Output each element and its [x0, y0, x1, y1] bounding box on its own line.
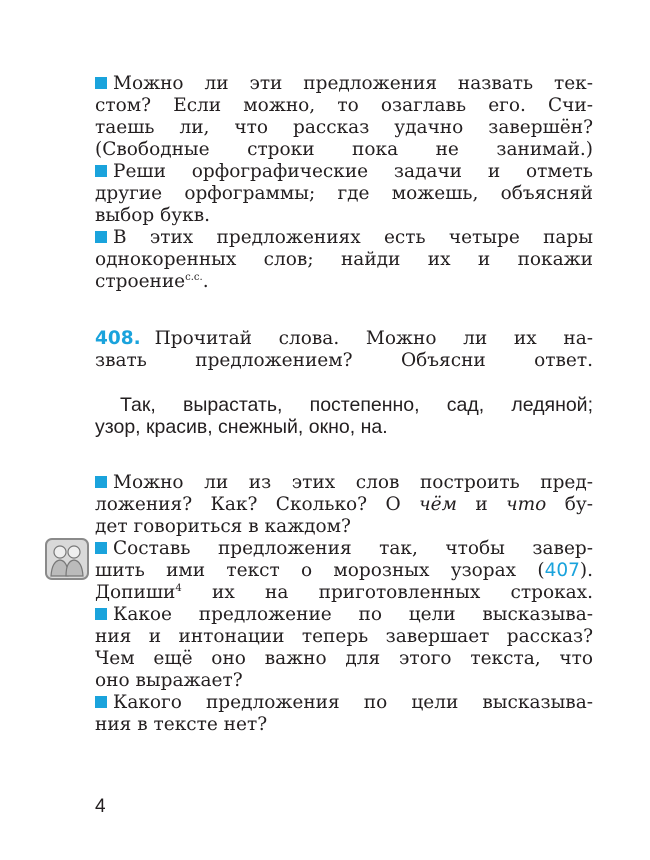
text-line [95, 626, 593, 648]
text-segment: Реши орфографические задачи и отметь [113, 161, 593, 182]
line-text [95, 249, 593, 270]
text-segment: дет говориться в каждом? [95, 516, 351, 537]
text-line [95, 139, 593, 161]
text-segment: Чем ещё оно важно для этого текста, что [95, 648, 593, 669]
text-segment: Допиши [95, 582, 176, 603]
bullet-square-icon [95, 542, 107, 554]
line-text [95, 604, 593, 625]
text-segment: Прочитай слова. Можно ли их на- [154, 328, 593, 349]
line-text [95, 472, 593, 493]
text-segment: ложения? Как? Сколько? О [95, 494, 420, 515]
line-text [95, 227, 593, 248]
text-line [95, 604, 593, 626]
text-segment: ). [579, 560, 593, 581]
text-segment: таешь ли, что рассказ удачно завершён? [95, 117, 593, 138]
line-text [95, 139, 593, 160]
line-text [95, 582, 593, 603]
tasks-top [95, 73, 593, 293]
line-text [95, 648, 593, 669]
text-line [95, 692, 593, 714]
line-text [95, 350, 593, 371]
text-line [95, 538, 593, 560]
text-line [95, 516, 593, 538]
line-text [95, 692, 593, 713]
text-segment: строение [95, 271, 186, 292]
text-segment: Можно ли эти предложения назвать тек- [113, 73, 593, 94]
task-paragraph [95, 472, 593, 538]
text-line [95, 117, 593, 139]
text-segment: ния и интонации теперь завершает рассказ? [95, 626, 593, 647]
line-text [95, 73, 593, 94]
text-segment: чём [419, 494, 457, 515]
text-segment: выбор букв. [95, 205, 211, 226]
text-segment: Какого предложения по цели высказыва- [113, 692, 593, 713]
line-text [95, 183, 593, 204]
line-text [95, 271, 209, 292]
text-line [95, 494, 593, 516]
task-paragraph [95, 538, 593, 604]
text-segment: шить ими текст о морозных узорах ( [95, 560, 545, 581]
line-text [95, 161, 593, 182]
page-number: 4 [95, 796, 106, 817]
text-line [95, 205, 593, 227]
text-line [95, 472, 593, 494]
text-line [95, 714, 593, 736]
line-text [95, 117, 593, 138]
line-text [95, 670, 243, 691]
text-segment: и [456, 494, 507, 515]
text-line [95, 328, 593, 350]
text-segment: их на приготовленных строках. [181, 582, 593, 603]
text-line [95, 161, 593, 183]
text-line [95, 227, 593, 249]
text-segment: (Свободные строки пока не занимай.) [95, 139, 593, 160]
word-list-line [95, 394, 593, 416]
text-segment: Какое предложение по цели высказыва- [113, 604, 593, 625]
text-segment: бу- [546, 494, 593, 515]
exercise-408 [95, 328, 593, 372]
line-text [95, 494, 593, 515]
line-text [95, 516, 351, 537]
text-segment: В этих предложениях есть четыре пары [113, 227, 593, 248]
bullet-square-icon [95, 77, 107, 89]
text-segment: стом? Если можно, то озаглавь его. Счи- [95, 95, 593, 116]
word-list-text: Так, вырастать, постепенно, сад, ледяной; [120, 394, 593, 416]
pair-work-icon [45, 538, 89, 580]
task-paragraph [95, 227, 593, 293]
text-line [95, 183, 593, 205]
superscript-mark: с.с. [185, 271, 203, 283]
line-text [95, 626, 593, 647]
line-text [95, 95, 593, 116]
line-text [95, 328, 593, 349]
word-list-line [95, 416, 593, 438]
text-line [95, 582, 593, 604]
exercise-reference: 407 [544, 560, 580, 581]
tasks-bottom [95, 472, 593, 736]
text-line [95, 271, 593, 293]
text-segment: ния в тексте нет? [95, 714, 268, 735]
text-line [95, 73, 593, 95]
bullet-square-icon [95, 231, 107, 243]
text-segment: . [202, 271, 209, 292]
text-segment: что [506, 494, 547, 515]
text-segment: Составь предложения так, чтобы завер- [113, 538, 593, 559]
bullet-square-icon [95, 696, 107, 708]
text-line [95, 670, 593, 692]
line-text [95, 560, 593, 581]
task-paragraph [95, 604, 593, 692]
line-text [95, 205, 210, 226]
superscript-mark: 4 [175, 582, 182, 594]
text-segment: однокоренных слов; найди их и покажи [95, 249, 593, 270]
word-list [95, 394, 593, 438]
text-segment: Можно ли из этих слов построить пред- [113, 472, 593, 493]
bullet-square-icon [95, 476, 107, 488]
task-paragraph [95, 692, 593, 736]
line-text [95, 714, 267, 735]
task-paragraph [95, 73, 593, 161]
bullet-square-icon [95, 608, 107, 620]
text-segment: оно выражает? [95, 670, 243, 691]
line-text [95, 538, 593, 559]
text-line [95, 95, 593, 117]
text-line [95, 350, 593, 372]
word-list-text: узор, красив, снежный, окно, на. [95, 416, 388, 438]
task-paragraph [95, 161, 593, 227]
text-line [95, 560, 593, 582]
text-line [95, 648, 593, 670]
text-line [95, 249, 593, 271]
text-segment: другие орфограммы; где можешь, объясняй [95, 183, 593, 204]
exercise-number: 408. [95, 328, 141, 349]
text-segment: звать предложением? Объясни ответ. [95, 350, 593, 371]
bullet-square-icon [95, 165, 107, 177]
